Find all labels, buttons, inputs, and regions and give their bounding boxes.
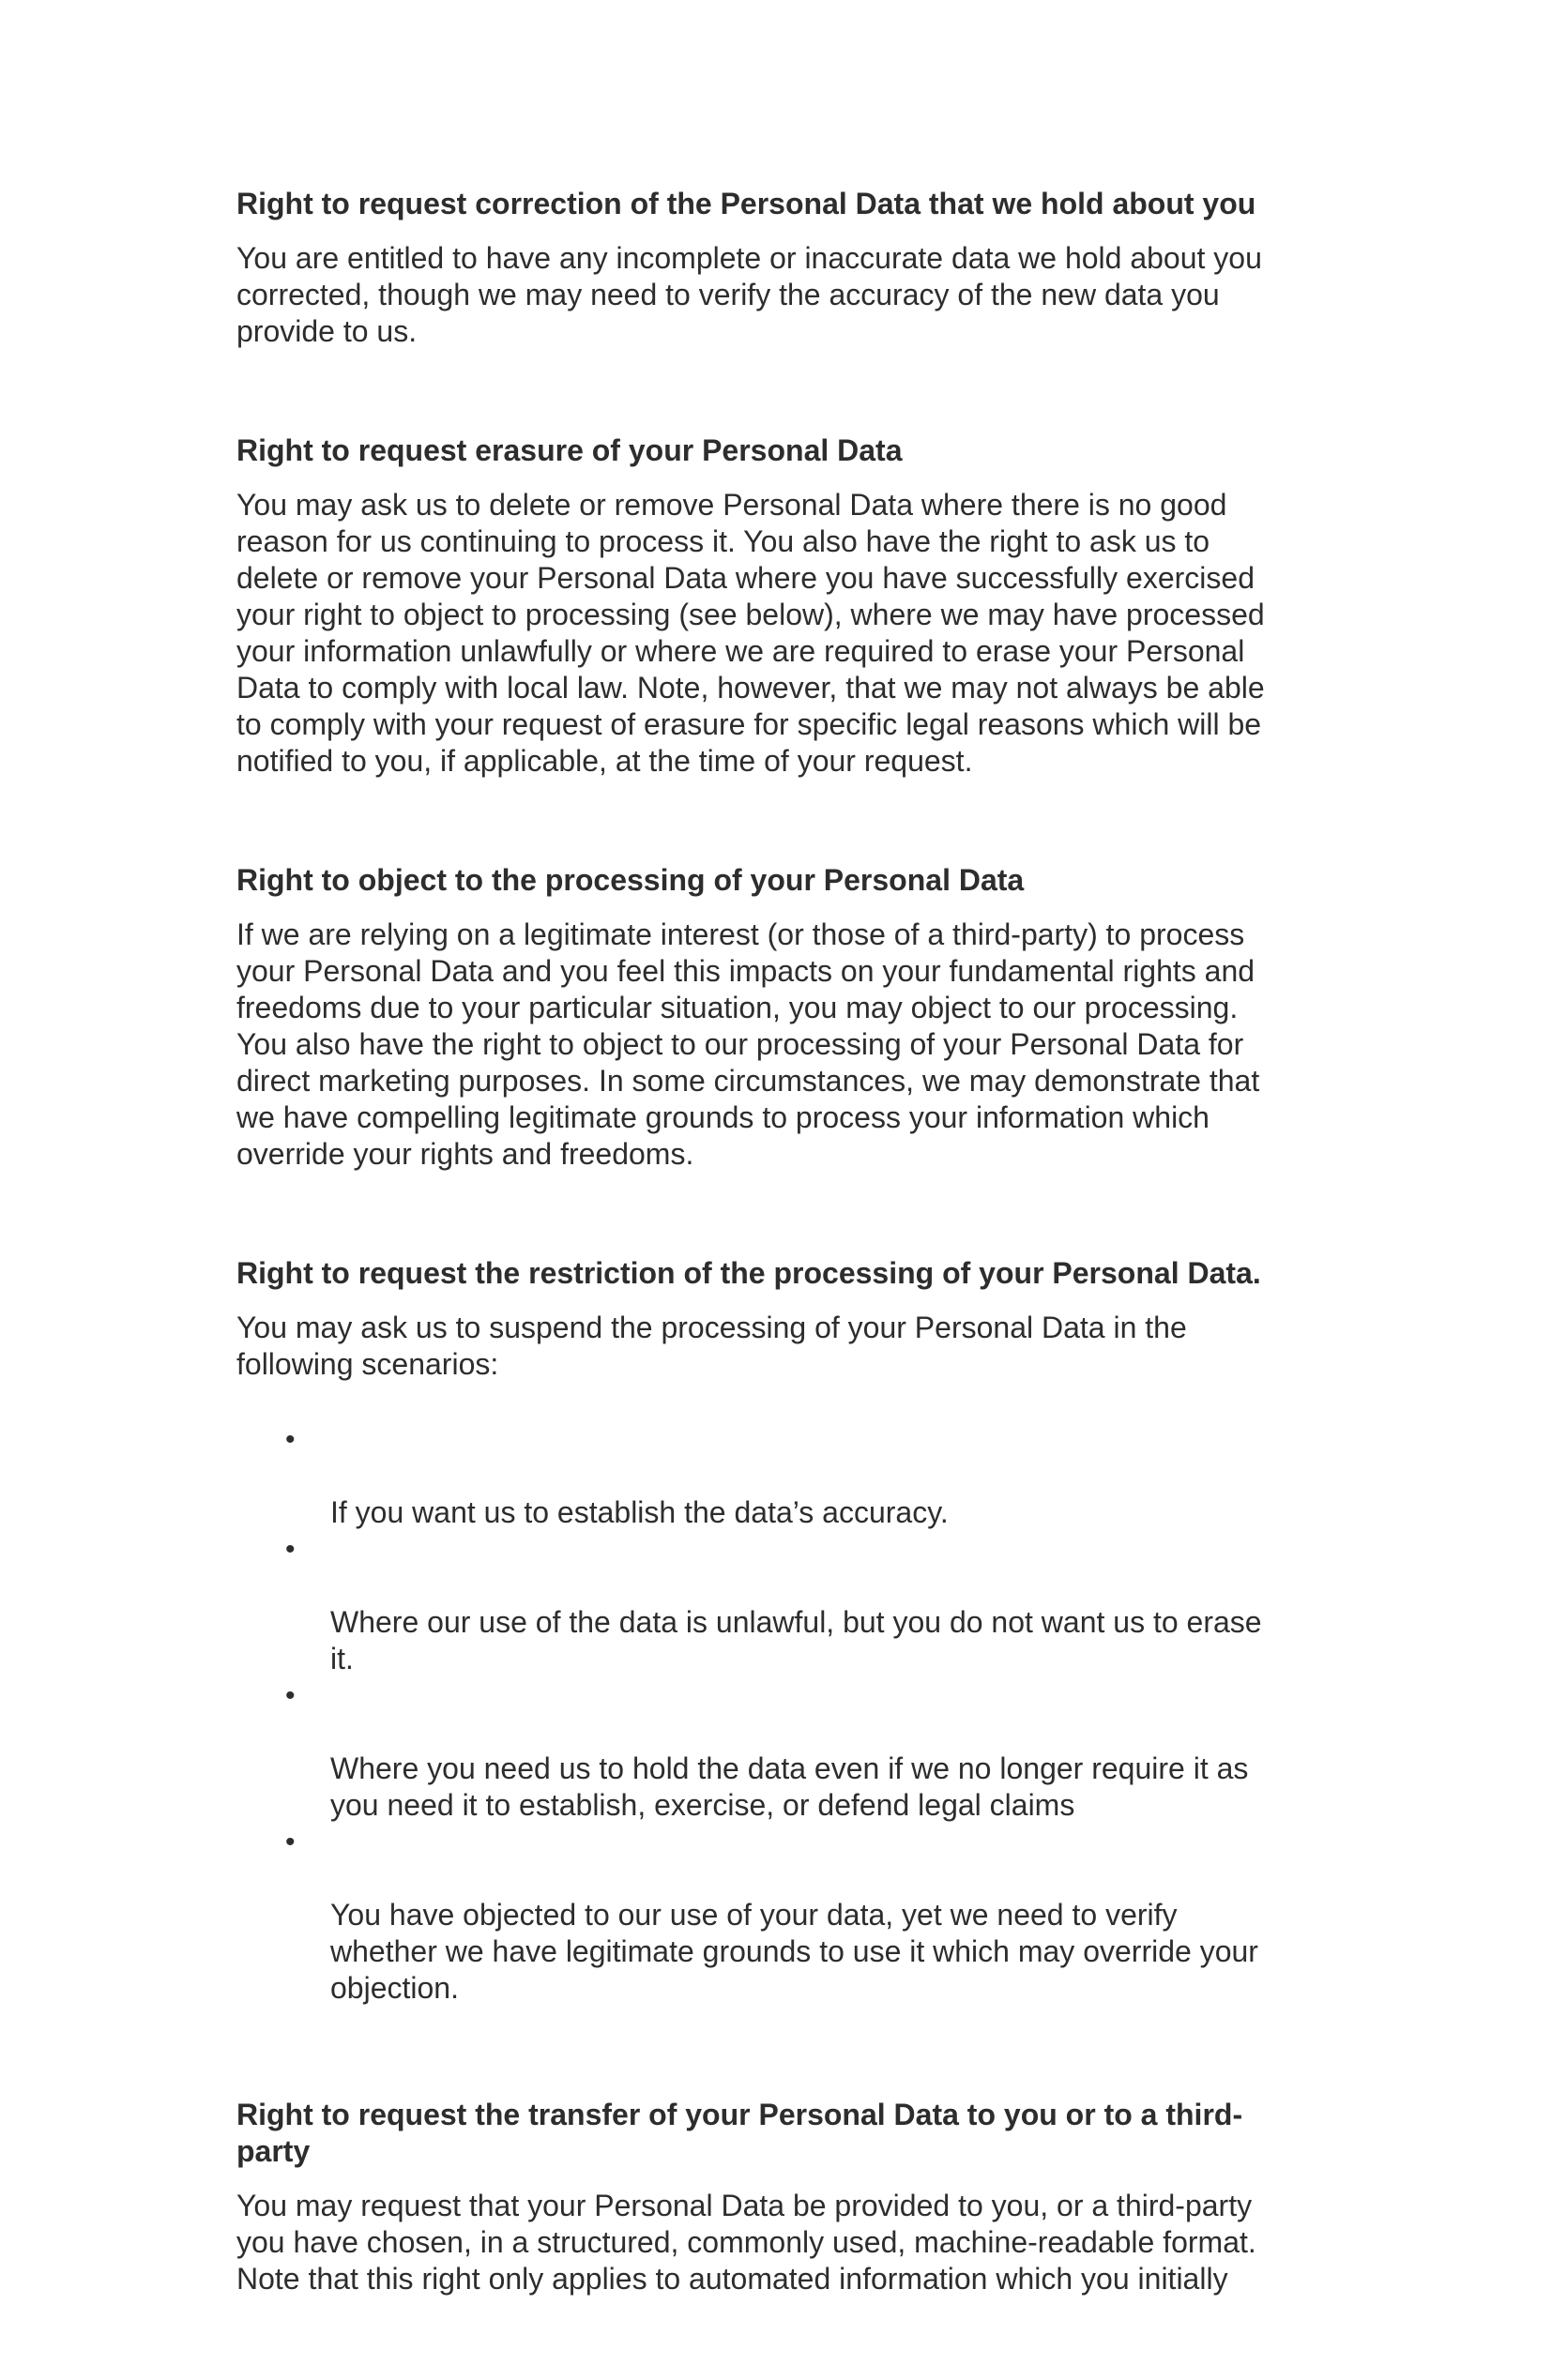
- section-object: [236, 862, 1325, 1173]
- section-heading: Right to object to the processing of your Personal Data: [236, 863, 1025, 897]
- section-correction: [236, 186, 1325, 350]
- section-transfer: [236, 2097, 1325, 2297]
- list-item-text: If you want us to establish the data’s accuracy.: [330, 1495, 949, 1529]
- section-heading: Right to request the transfer of your Personal Data to you or to a third- party: [236, 2098, 1243, 2168]
- list-item-text: Where our use of the data is unlawful, but you do not want us to erase it.: [330, 1605, 1262, 1675]
- section-heading: Right to request erasure of your Personal Data: [236, 433, 903, 467]
- list-item: [236, 1677, 1325, 1824]
- bullet-icon: •: [285, 1827, 296, 1857]
- list-item: [236, 1421, 1325, 1531]
- section-paragraph: If we are relying on a legitimate interest (or those of a third-party) to process your Personal Data and you feel this impacts on your fundamental rights and freedoms due to your particular situation, you may object to our processing. You also have the right to object to our processing of your Personal Data for direct marketing purposes. In some circumstances, we may demonstrate that we have compelling legitimate grounds to process your information which override your rights and freedoms.: [236, 917, 1260, 1171]
- section-paragraph: You may request that your Personal Data be provided to you, or a third-party you have chosen, in a structured, commonly used, machine-readable format. Note that this right only applies to automated information which you initially: [236, 2189, 1256, 2296]
- bullet-icon: •: [285, 1680, 296, 1711]
- section-heading: Right to request correction of the Personal Data that we hold about you: [236, 187, 1256, 220]
- document-body: [236, 186, 1325, 2380]
- section-heading: Right to request the restriction of the processing of your Personal Data.: [236, 1256, 1261, 1290]
- section-paragraph: You are entitled to have any incomplete or inaccurate data we hold about you corrected, though we may need to verify the accuracy of the new data you provide to us.: [236, 241, 1262, 348]
- section-erasure: [236, 432, 1325, 780]
- section-paragraph: You may ask us to suspend the processing of your Personal Data in the following scenarios:: [236, 1311, 1187, 1381]
- bullet-icon: •: [285, 1424, 296, 1455]
- list-item: [236, 1531, 1325, 1677]
- list-item: [236, 1824, 1325, 2007]
- restriction-bullet-list: [236, 1421, 1325, 2007]
- section-paragraph: You may ask us to delete or remove Personal Data where there is no good reason for us continuing to process it. You also have the right to ask us to delete or remove your Personal Data where you have successfully exercised your right to object to processing (see below), where we may have processed your information unlawfully or where we are required to erase your Personal Data to comply with local law. Note, however, that we may not always be able to comply with your request of erasure for specific legal reasons which will be notified to you, if applicable, at the time of your request.: [236, 488, 1265, 778]
- list-item-text: Where you need us to hold the data even if we no longer require it as you need it to establish, exercise, or defend legal claims: [330, 1751, 1249, 1822]
- bullet-icon: •: [285, 1534, 296, 1565]
- list-item-text: You have objected to our use of your data, yet we need to verify whether we have legitimate grounds to use it which may override your objection.: [330, 1898, 1258, 2005]
- section-restriction: [236, 1255, 1325, 2007]
